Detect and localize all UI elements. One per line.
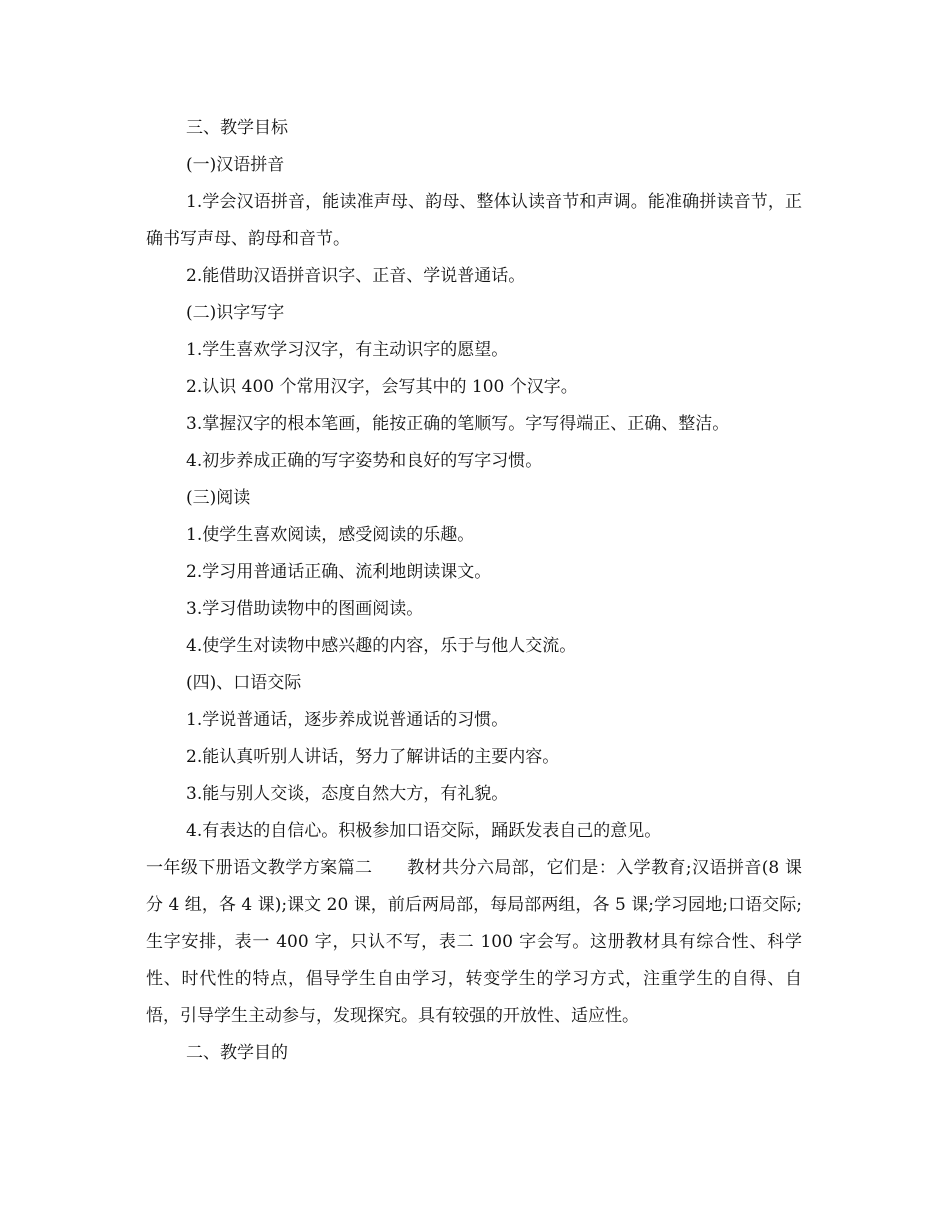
oral-item-3: 3.能与别人交谈，态度自然大方，有礼貌。 — [186, 784, 509, 804]
paragraph-plan-two-materials: 一年级下册语文教学方案篇二 教材共分六局部，它们是：入学教育;汉语拼音(8 课分 4 组，各 4 课);课文 20 课，前后两局部，每局部两组，各 5 课;学习园地;口语交际;生字安排，表一 400 字，只认不写，表二 100 字会写。这册教材具有综合性、科学性、时代性的特点，倡导学生自由学习，转变学生的学习方式，注重学生的自得、自悟，引导学生主动参与，发现探究。具有较强的开放性、适应性。 — [146, 858, 802, 1026]
pinyin-item-2: 2.能借助汉语拼音识字、正音、学说普通话。 — [186, 266, 526, 286]
subheading-literacy-writing: (二)识字写字 — [186, 303, 285, 323]
reading-item-3: 3.学习借助读物中的图画阅读。 — [186, 599, 424, 619]
literacy-item-4: 4.初步养成正确的写字姿势和良好的写字习惯。 — [186, 451, 543, 471]
literacy-item-2: 2.认识 400 个常用汉字，会写其中的 100 个汉字。 — [186, 377, 578, 397]
subheading-reading: (三)阅读 — [186, 488, 251, 508]
subheading-oral-communication: (四)、口语交际 — [186, 673, 302, 693]
reading-item-1: 1.使学生喜欢阅读，感受阅读的乐趣。 — [186, 525, 475, 545]
subheading-pinyin: (一)汉语拼音 — [186, 155, 285, 175]
document-body — [146, 110, 806, 1072]
section-heading-teaching-purpose: 二、教学目的 — [186, 1043, 288, 1063]
section-heading-teaching-goals: 三、教学目标 — [186, 118, 288, 138]
reading-item-2: 2.学习用普通话正确、流利地朗读课文。 — [186, 562, 492, 582]
paragraph-pinyin-item-1: 1.学会汉语拼音，能读准声母、韵母、整体认读音节和声调。能准确拼读音节，正确书写声母、韵母和音节。 — [146, 192, 802, 249]
literacy-item-1: 1.学生喜欢学习汉字，有主动识字的愿望。 — [186, 340, 509, 360]
oral-item-2: 2.能认真听别人讲话，努力了解讲话的主要内容。 — [186, 747, 560, 767]
oral-item-4: 4.有表达的自信心。积极参加口语交际，踊跃发表自己的意见。 — [186, 821, 662, 841]
reading-item-4: 4.使学生对读物中感兴趣的内容，乐于与他人交流。 — [186, 636, 577, 656]
literacy-item-3: 3.掌握汉字的根本笔画，能按正确的笔顺写。字写得端正、正确、整洁。 — [186, 414, 730, 434]
oral-item-1: 1.学说普通话，逐步养成说普通话的习惯。 — [186, 710, 509, 730]
